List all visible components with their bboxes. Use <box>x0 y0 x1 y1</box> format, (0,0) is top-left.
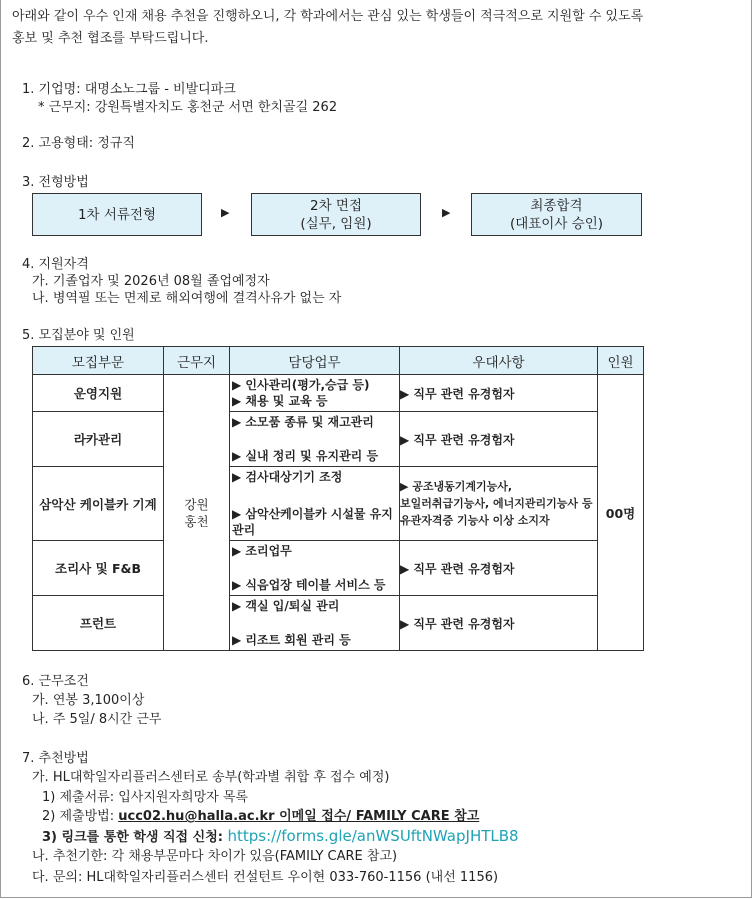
email-link[interactable]: ucc02.hu@halla.ac.kr <box>118 809 275 824</box>
condition-b: 나. 주 5일/ 8시간 근무 <box>32 712 162 727</box>
location-cell <box>164 375 230 651</box>
table-row <box>33 467 644 541</box>
method-a3 <box>42 827 519 847</box>
location-line-2: 홍천 <box>184 513 209 529</box>
flow-arrow-1: ▶ <box>221 206 230 219</box>
row-preference: ▶ 직무 관련 유경험자 <box>400 541 598 596</box>
section-2-title: 2. 고용형태: 정규직 <box>22 136 135 151</box>
duty-line-1: ▶ 소모품 종류 및 재고관리 <box>232 415 374 429</box>
intro-line-1: 아래와 같이 우수 인재 채용 추천을 진행하오니, 각 학과에서는 관심 있는 학생들이 적극적으로 지원할 수 있도록 <box>12 9 644 24</box>
row-duties <box>230 596 400 651</box>
section-4-title: 4. 지원자격 <box>22 257 89 272</box>
row-category: 라카관리 <box>33 412 164 467</box>
method-a1: 1) 제출서류: 입사지원자희망자 목록 <box>42 790 248 805</box>
qualification-a: 가. 기졸업자 및 2026년 08월 졸업예정자 <box>32 274 270 289</box>
intro-line-2: 홍보 및 추천 협조를 부탁드립니다. <box>12 31 209 46</box>
row-preference: ▶ 직무 관련 유경험자 <box>400 375 598 412</box>
flow-step-3 <box>471 193 642 236</box>
flow-step-3-label: 최종합격 <box>530 197 583 214</box>
header-preferences: 우대사항 <box>400 347 598 375</box>
section-1-title: 1. 기업명: 대명소노그룹 - 비발디파크 <box>22 82 236 97</box>
header-location: 근무지 <box>164 347 230 375</box>
method-a3-prefix: 3) 링크를 통한 학생 직접 신청: <box>42 830 228 845</box>
duty-line-2: ▶ 리조트 회원 관리 등 <box>232 633 351 647</box>
duty-line-2: ▶ 식음업장 테이블 서비스 등 <box>232 578 386 592</box>
headcount-cell: 00명 <box>598 375 644 651</box>
table-row <box>33 375 644 412</box>
flow-step-2 <box>251 193 421 236</box>
flow-step-1 <box>32 193 202 236</box>
duty-line-1: ▶ 조리업무 <box>232 544 292 558</box>
table-row <box>33 541 644 596</box>
flow-step-1-label: 1차 서류전형 <box>77 206 157 223</box>
row-category: 조리사 및 F&B <box>33 541 164 596</box>
method-b: 나. 추천기한: 각 채용부문마다 차이가 있음(FAMILY CARE 참고) <box>32 849 398 864</box>
row-duties <box>230 541 400 596</box>
pref-line-2: 보일러취급기능사, 에너지관리기능사 등 <box>400 497 593 510</box>
method-a: 가. HL대학일자리플러스센터로 송부(학과별 취합 후 접수 예정) <box>32 770 390 785</box>
method-a2 <box>42 808 479 826</box>
duty-line-1: ▶ 객실 입/퇴실 관리 <box>232 599 340 613</box>
method-a2-prefix: 2) 제출방법: <box>42 809 119 824</box>
section-3-title: 3. 전형방법 <box>22 175 89 190</box>
recruitment-table <box>32 346 644 651</box>
row-category: 삼악산 케이블카 기계 <box>33 467 164 541</box>
duty-line-2 <box>232 506 397 538</box>
section-6-title: 6. 근무조건 <box>22 674 89 689</box>
pref-line-1: ▶ 공조냉동기계기능사, <box>400 480 513 493</box>
row-preference <box>400 467 598 541</box>
duty-line-1: ▶ 검사대상기기 조정 <box>232 470 343 484</box>
flow-step-2-label: 2차 면접 <box>309 197 362 214</box>
section-1-workplace: * 근무지: 강원특별자치도 홍천군 서면 한치골길 262 <box>38 100 338 115</box>
section-7-title: 7. 추천방법 <box>22 751 89 766</box>
location-line-1: 강원 <box>184 496 209 512</box>
row-duties <box>230 412 400 467</box>
row-duties <box>230 467 400 541</box>
flow-arrow-2: ▶ <box>442 206 451 219</box>
duty-line-2: ▶ 채용 및 교육 등 <box>232 394 328 408</box>
flow-step-3-sub: (대표이사 승인) <box>509 215 604 232</box>
duty-line-2a: ▶ 삼악산케이블카 시설물 유지 <box>232 507 393 521</box>
condition-a: 가. 연봉 3,100이상 <box>32 693 145 708</box>
duty-line-2b: 관리 <box>232 523 256 537</box>
header-division: 모집부문 <box>33 347 164 375</box>
application-form-link[interactable]: https://forms.gle/anWSUftNWapJHTLB8 <box>227 827 519 845</box>
method-a2-suffix: 이메일 접수/ FAMILY CARE 참고 <box>274 809 480 824</box>
pref-line-3: 유관자격증 기능사 이상 소지자 <box>400 514 550 527</box>
header-count: 인원 <box>598 347 644 375</box>
table-row <box>33 596 644 651</box>
table-row <box>33 412 644 467</box>
method-c: 다. 문의: HL대학일자리플러스센터 컨설턴트 우이현 033-760-1156 (내선 1156) <box>32 870 499 885</box>
row-category: 운영지원 <box>33 375 164 412</box>
header-duties: 담당업무 <box>230 347 400 375</box>
section-5-title: 5. 모집분야 및 인원 <box>22 328 135 343</box>
duty-line-2: ▶ 실내 정리 및 유지관리 등 <box>232 449 379 463</box>
row-preference: ▶ 직무 관련 유경험자 <box>400 596 598 651</box>
qualification-b: 나. 병역필 또는 면제로 해외여행에 결격사유가 없는 자 <box>32 291 342 306</box>
flow-step-2-sub: (실무, 임원) <box>300 215 372 232</box>
duty-line-1: ▶ 인사관리(평가,승급 등) <box>232 378 370 392</box>
row-category: 프런트 <box>33 596 164 651</box>
row-preference: ▶ 직무 관련 유경험자 <box>400 412 598 467</box>
table-header-row <box>33 347 644 375</box>
row-duties <box>230 375 400 412</box>
